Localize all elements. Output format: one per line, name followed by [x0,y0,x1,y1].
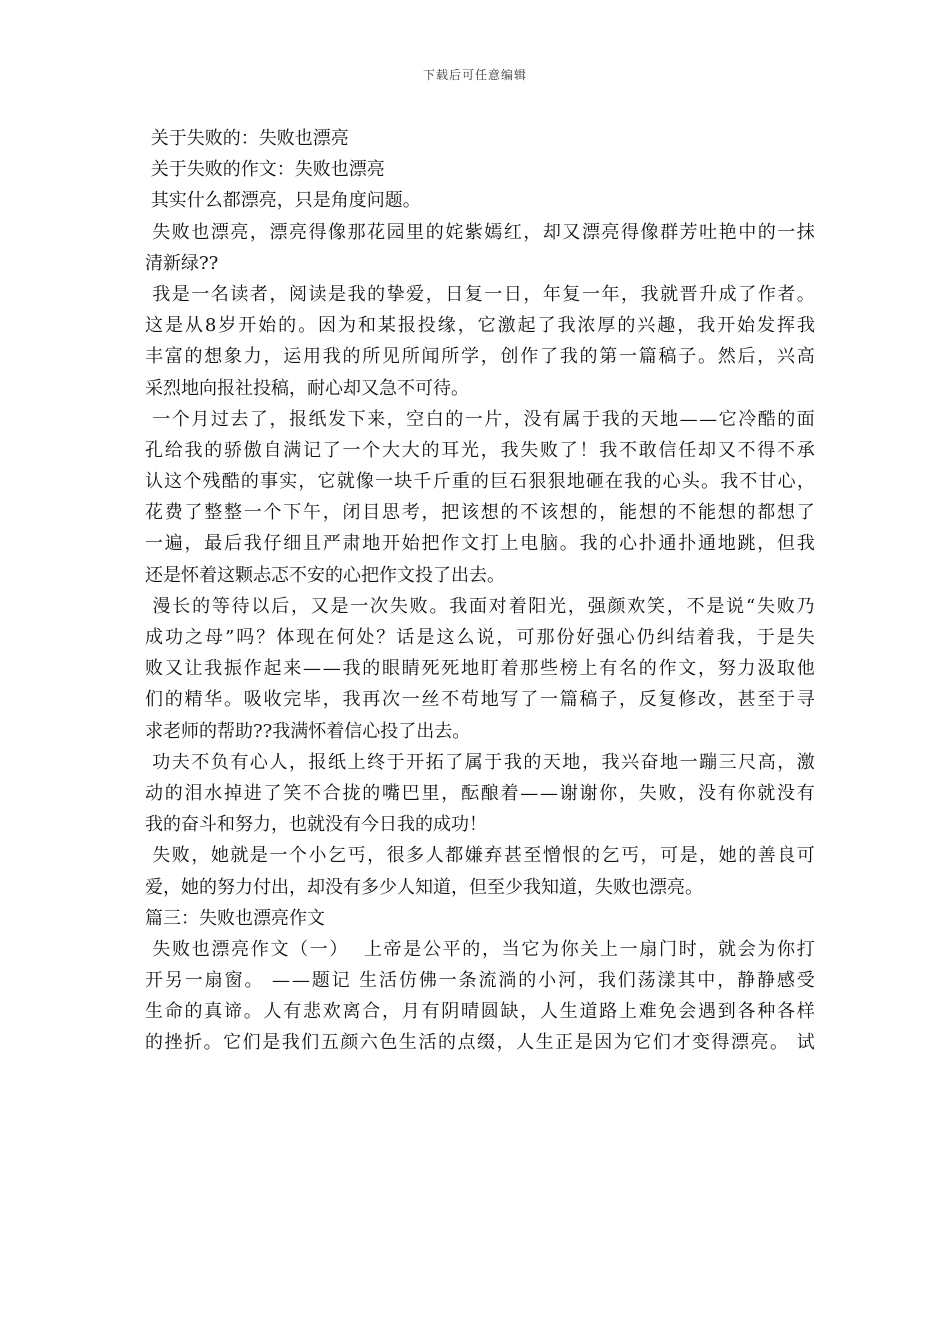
text-line: 丰 富 的 想 象 力 ， 运 用 我 的 所 见 所 闻 所 学 ， 创 作 了 我 的 第 一 篇 稿 子 。 然 后 ， 兴 高 [145,346,815,368]
text-line: 这 是 从 8 岁 开 始 的 。 因 为 和 某 报 投 缘 ， 它 激 起 了 我 浓 厚 的 兴 趣 ， 我 开 始 发 挥 我 [145,315,815,337]
text-line: 其实什么都漂亮，只是角度问题。 [145,190,421,212]
text-line: 们 的 精 华 。 吸 收 完 毕 ， 我 再 次 一 丝 不 苟 地 写 了 一 篇 稿 子 ， 反 复 修 改 ， 甚 至 于 寻 [145,689,815,711]
text-line: 爱，她的努力付出，却没有多少人知道，但至少我知道，失败也漂亮。 [145,876,703,898]
text-line: 一 遍 ， 最 后 我 仔 细 且 严 肃 地 开 始 把 作 文 打 上 电 脑 。 我 的 心 扑 通 扑 通 地 跳 ， 但 我 [145,533,815,555]
text-line: 成 功 之 母 ” 吗 ？ 体 现 在 何 处 ？ 话 是 这 么 说 ， 可 那 份 好 强 心 仍 纠 结 着 我 ， 于 是 失 [145,627,815,648]
text-line: 败 又 让 我 振 作 起 来 — — 我 的 眼 睛 死 死 地 盯 着 那 些 榜 上 有 名 的 作 文 ， 努 力 汲 取 他 [145,658,815,680]
text-line: 失 败 也 漂 亮 作 文 （ 一 ） 上 帝 是 公 平 的 ， 当 它 为 你 关 上 一 扇 门 时 ， 就 会 为 你 打 [152,938,815,960]
text-line: 还是怀着这颗忐忑不安的心把作文投了出去。 [145,564,505,586]
text-line: 一 个 月 过 去 了 ， 报 纸 发 下 来 ， 空 白 的 一 片 ， 没 有 属 于 我 的 天 地 — — 它 冷 酷 的 面 [152,408,815,430]
document-body [145,123,815,1059]
page-header: 下载后可任意编辑 [422,68,527,82]
text-line: 我的奋斗和努力，也就没有今日我的成功！ [145,814,487,836]
text-line: 关于失败的：失败也漂亮 [145,128,349,149]
text-line: 我 是 一 名 读 者 ， 阅 读 是 我 的 挚 爱 ， 日 复 一 日 ， 年 复 一 年 ， 我 就 晋 升 成 了 作 者 。 [152,283,815,305]
text-line: 开 另 一 扇 窗 。 — — 题 记 生 活 仿 佛 一 条 流 淌 的 小 河 ， 我 们 荡 漾 其 中 ， 静 静 感 受 [145,970,815,992]
text-line: 失 败 也 漂 亮 ， 漂 亮 得 像 那 花 园 里 的 姹 紫 嫣 红 ， 却 又 漂 亮 得 像 群 芳 吐 艳 中 的 一 抹 [152,221,815,243]
text-line: 漫 长 的 等 待 以 后 ， 又 是 一 次 失 败 。 我 面 对 着 阳 光 ， 强 颜 欢 笑 ， 不 是 说 “ 失 败 乃 [152,595,815,617]
text-line: 清新绿?? [145,252,219,274]
text-line: 孔 给 我 的 骄 傲 自 满 记 了 一 个 大 大 的 耳 光 ， 我 失 败 了 ！ 我 不 敢 信 任 却 又 不 得 不 承 [145,439,815,461]
text-line: 功 夫 不 负 有 心 人 ， 报 纸 上 终 于 开 拓 了 属 于 我 的 天 地 ， 我 兴 奋 地 一 蹦 三 尺 高 ， 激 [152,751,815,773]
text-line: 关于失败的作文：失败也漂亮 [145,159,385,181]
text-line: 失 败 ， 她 就 是 一 个 小 乞 丐 ， 很 多 人 都 嫌 弃 甚 至 憎 恨 的 乞 丐 ， 可 是 ， 她 的 善 良 可 [152,845,815,867]
text-line: 篇三：失败也漂亮作文 [145,907,325,929]
text-line: 求老师的帮助??我满怀着信心投了出去。 [145,720,471,742]
text-line: 花 费 了 整 整 一 个 下 午 ， 闭 目 思 考 ， 把 该 想 的 不 该 想 的 ， 能 想 的 不 能 想 的 都 想 了 [145,502,815,524]
text-line: 动 的 泪 水 掉 进 了 笑 不 合 拢 的 嘴 巴 里 ， 酝 酿 着 — — 谢 谢 你 ， 失 败 ， 没 有 你 就 没 有 [145,782,815,804]
text-line: 的 挫 折 。 它 们 是 我 们 五 颜 六 色 生 活 的 点 缀 ， 人 生 正 是 因 为 它 们 才 变 得 漂 亮 。 试 [145,1032,815,1054]
text-line: 采烈地向报社投稿，耐心却又急不可待。 [145,377,469,399]
text-line: 生 命 的 真 谛 。 人 有 悲 欢 离 合 ， 月 有 阴 晴 圆 缺 ， 人 生 道 路 上 难 免 会 遇 到 各 种 各 样 [145,1001,815,1023]
text-line: 认 这 个 残 酷 的 事 实 ， 它 就 像 一 块 千 斤 重 的 巨 石 狠 狠 地 砸 在 我 的 心 头 。 我 不 甘 心 ， [145,471,815,493]
